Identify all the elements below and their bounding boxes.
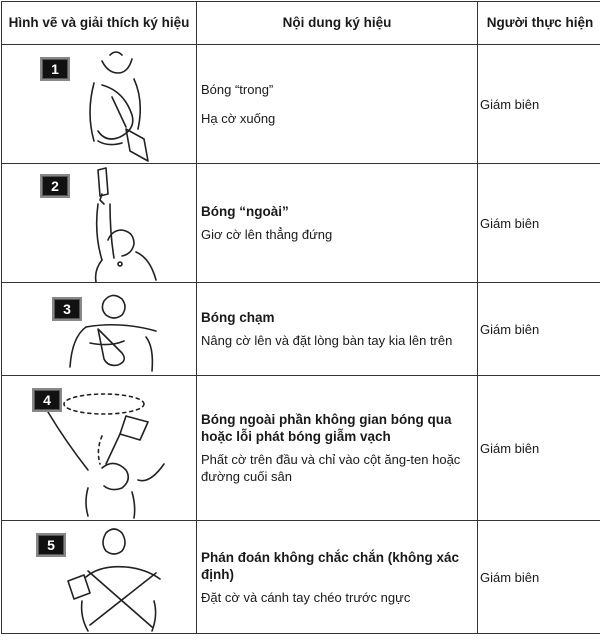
content-line: Giơ cờ lên thẳng đứng <box>201 226 473 243</box>
referee-flag-up-icon <box>2 164 196 282</box>
signal-number: 1 <box>40 57 70 81</box>
performer-text: Giám biên <box>478 97 600 112</box>
content-title: Bóng “ngoài” <box>201 203 473 220</box>
content-line: Phất cờ trên đầu và chỉ vào cột ăng-ten hoặc đường cuối sân <box>201 451 473 485</box>
content-line: Nâng cờ lên và đặt lòng bàn tay kia lên trên <box>201 332 473 349</box>
figure-cell <box>2 164 197 283</box>
signal-number: 5 <box>36 533 66 557</box>
performer-text: Giám biên <box>478 441 600 456</box>
performer-cell <box>478 376 600 521</box>
signals-table <box>1 1 600 634</box>
signals-document <box>1 1 599 637</box>
performer-cell <box>478 521 600 634</box>
performer-cell <box>478 45 600 164</box>
performer-cell <box>478 164 600 283</box>
table-row <box>2 45 600 164</box>
performer-text: Giám biên <box>478 322 600 337</box>
content-cell <box>197 521 478 634</box>
performer-cell <box>478 283 600 376</box>
header-figure: Hình vẽ và giải thích ký hiệu <box>2 2 197 45</box>
figure-cell <box>2 376 197 521</box>
performer-text: Giám biên <box>478 216 600 231</box>
referee-flag-down-icon <box>2 45 196 163</box>
table-row <box>2 283 600 376</box>
content-cell <box>197 283 478 376</box>
content-title: Bóng ngoài phần không gian bóng qua hoặc lỗi phát bóng giẫm vạch <box>201 411 473 445</box>
figure-cell <box>2 283 197 376</box>
signal-number: 3 <box>52 297 82 321</box>
content-title: Phán đoán không chắc chắn (không xác định) <box>201 549 473 583</box>
content-cell <box>197 376 478 521</box>
content-line: Hạ cờ xuống <box>201 110 473 127</box>
table-row <box>2 376 600 521</box>
table-row <box>2 164 600 283</box>
header-content: Nội dung ký hiệu <box>197 2 478 45</box>
content-line: Đặt cờ và cánh tay chéo trước ngực <box>201 589 473 606</box>
figure-cell <box>2 45 197 164</box>
header-row <box>2 2 600 45</box>
content-cell <box>197 164 478 283</box>
content-cell <box>197 45 478 164</box>
performer-text: Giám biên <box>478 570 600 585</box>
content-line: Bóng “trong” <box>201 81 473 98</box>
referee-touch-icon <box>2 283 196 375</box>
figure-cell <box>2 521 197 634</box>
content-title: Bóng chạm <box>201 309 473 326</box>
signal-number: 2 <box>40 174 70 198</box>
signal-number: 4 <box>32 388 62 412</box>
referee-crossed-arms-icon <box>2 521 196 633</box>
table-row <box>2 521 600 634</box>
header-performer: Người thực hiện <box>478 2 600 45</box>
